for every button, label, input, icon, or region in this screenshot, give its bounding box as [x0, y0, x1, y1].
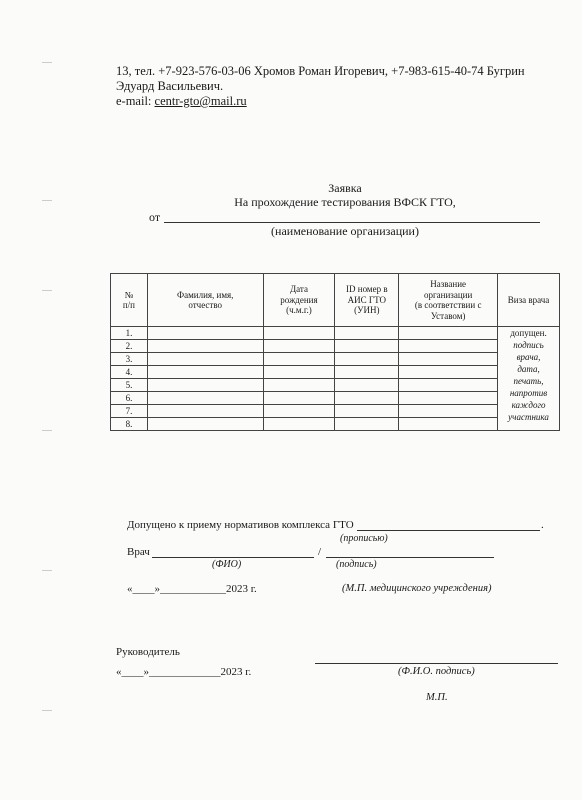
medical-stamp-caption: (М.П. медицинского учреждения) — [342, 583, 492, 594]
name-cell[interactable] — [147, 366, 263, 379]
row-number: 5. — [111, 379, 148, 392]
admitted-period: . — [541, 519, 544, 531]
in-words-caption: (прописью) — [340, 533, 388, 544]
table-row — [111, 418, 560, 431]
birth-cell[interactable] — [263, 392, 335, 405]
org-cell[interactable] — [399, 379, 498, 392]
visa-line: подпись — [513, 340, 544, 350]
birth-cell[interactable] — [263, 340, 335, 353]
visa-line: каждого — [511, 400, 546, 410]
doctor-label: Врач — [127, 546, 150, 558]
birth-cell[interactable] — [263, 379, 335, 392]
table-row — [111, 392, 560, 405]
scan-mark — [42, 62, 52, 63]
org-cell[interactable] — [399, 392, 498, 405]
table-row — [111, 405, 560, 418]
row-number: 6. — [111, 392, 148, 405]
org-cell[interactable] — [399, 418, 498, 431]
visa-line: напротив — [509, 388, 548, 398]
doctor-visa-cell — [498, 327, 560, 431]
header-organization: Название организации (в соответствии с Уставом) — [399, 274, 498, 327]
scan-mark — [42, 570, 52, 571]
name-cell[interactable] — [147, 418, 263, 431]
doctor-signature-line[interactable] — [326, 557, 494, 558]
name-cell[interactable] — [147, 353, 263, 366]
header-gto-id: ID номер в АИС ГТО (УИН) — [335, 274, 399, 327]
table-row — [111, 353, 560, 366]
header-doctor-visa: Виза врача — [498, 274, 560, 327]
name-cell[interactable] — [147, 392, 263, 405]
id-cell[interactable] — [335, 418, 399, 431]
table-row — [111, 327, 560, 340]
email-link[interactable]: centr-gto@mail.ru — [154, 94, 247, 108]
row-number: 1. — [111, 327, 148, 340]
birth-cell[interactable] — [263, 353, 335, 366]
table-row — [111, 366, 560, 379]
request-title: Заявка — [328, 181, 362, 195]
scan-mark — [42, 430, 52, 431]
org-cell[interactable] — [399, 366, 498, 379]
stamp-place: М.П. — [426, 692, 448, 703]
fio-signature-caption: (Ф.И.О. подпись) — [398, 666, 475, 677]
contact-line-1: 13, тел. +7-923-576-03-06 Хромов Роман Игоревич, +7-983-615-40-74 Бугрин — [116, 64, 525, 78]
org-cell[interactable] — [399, 353, 498, 366]
birth-cell[interactable] — [263, 327, 335, 340]
admitted-count-line[interactable] — [357, 530, 540, 531]
scan-mark — [42, 290, 52, 291]
name-cell[interactable] — [147, 327, 263, 340]
admitted-label: Допущено к приему нормативов комплекса ГТО — [127, 519, 354, 531]
header-number: № п/п — [111, 274, 148, 327]
fio-caption: (ФИО) — [212, 559, 242, 570]
id-cell[interactable] — [335, 405, 399, 418]
id-cell[interactable] — [335, 353, 399, 366]
visa-line: допущен. — [510, 328, 547, 338]
table-header-row — [111, 274, 560, 327]
id-cell[interactable] — [335, 379, 399, 392]
birth-cell[interactable] — [263, 405, 335, 418]
birth-cell[interactable] — [263, 366, 335, 379]
org-cell[interactable] — [399, 405, 498, 418]
name-cell[interactable] — [147, 405, 263, 418]
organization-field-line[interactable] — [164, 222, 540, 223]
id-cell[interactable] — [335, 327, 399, 340]
slash: / — [318, 546, 322, 558]
from-label: от — [149, 210, 161, 224]
row-number: 2. — [111, 340, 148, 353]
org-cell[interactable] — [399, 340, 498, 353]
head-signature-line[interactable] — [315, 663, 558, 664]
table-row — [111, 379, 560, 392]
doctor-fio-line[interactable] — [152, 557, 314, 558]
id-cell[interactable] — [335, 366, 399, 379]
org-cell[interactable] — [399, 327, 498, 340]
date-field-1[interactable]: «____»____________2023 г. — [127, 583, 257, 595]
name-cell[interactable] — [147, 340, 263, 353]
id-cell[interactable] — [335, 340, 399, 353]
visa-line: врача, — [516, 352, 541, 362]
id-cell[interactable] — [335, 392, 399, 405]
scan-mark — [42, 710, 52, 711]
row-number: 3. — [111, 353, 148, 366]
header-birth-date: Дата рождения (ч.м.г.) — [263, 274, 335, 327]
head-label: Руководитель — [116, 646, 180, 658]
visa-line: участника — [508, 412, 549, 422]
contact-line-2: Эдуард Васильевич. — [116, 79, 224, 93]
name-cell[interactable] — [147, 379, 263, 392]
visa-line: печать, — [513, 376, 544, 386]
request-subtitle: На прохождение тестирования ВФСК ГТО, — [234, 195, 456, 209]
email-line — [116, 94, 247, 109]
row-number: 8. — [111, 418, 148, 431]
date-field-2[interactable]: «____»_____________2023 г. — [116, 666, 252, 678]
signature-caption: (подпись) — [336, 559, 377, 570]
organization-caption: (наименование организации) — [271, 224, 419, 238]
email-label: e-mail: — [116, 94, 155, 108]
table-row — [111, 340, 560, 353]
birth-cell[interactable] — [263, 418, 335, 431]
row-number: 7. — [111, 405, 148, 418]
header-full-name: Фамилия, имя, отчество — [147, 274, 263, 327]
row-number: 4. — [111, 366, 148, 379]
scan-mark — [42, 200, 52, 201]
visa-line: дата, — [517, 364, 540, 374]
participants-table — [110, 273, 560, 431]
